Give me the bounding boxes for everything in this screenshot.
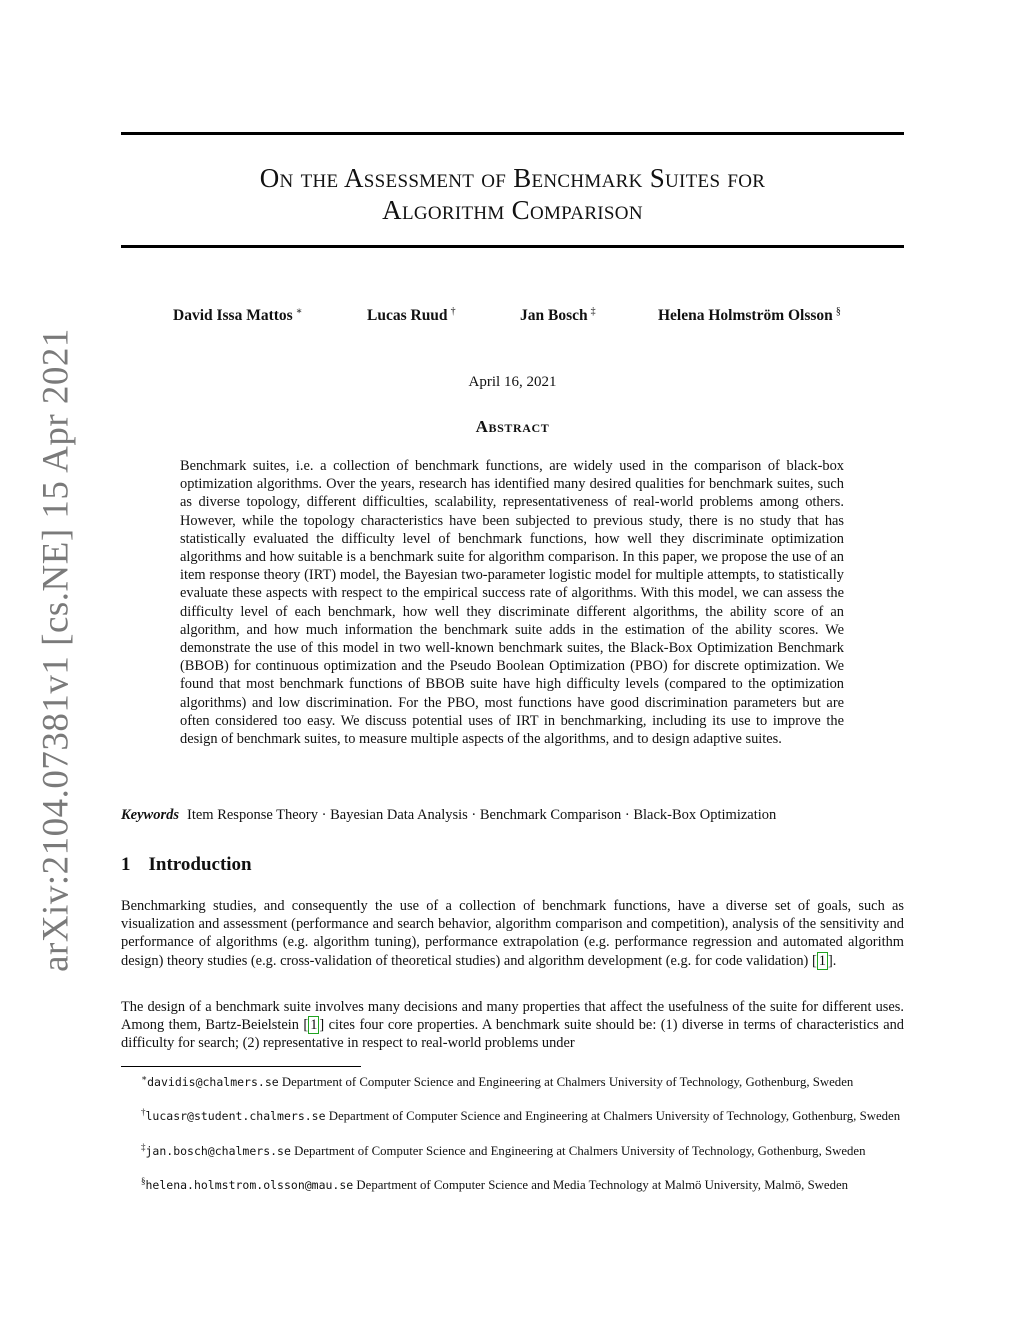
title-line-1: On the Assessment of Benchmark Suites for	[259, 163, 766, 193]
author-mark: ∗	[295, 306, 303, 317]
paragraph-text-end: ].	[827, 952, 837, 969]
citation-link[interactable]: 1	[310, 1017, 318, 1034]
title-line-2: Algorithm Comparison	[382, 195, 643, 225]
author-name: Helena Holmström Olsson	[658, 307, 833, 324]
footnote-email: davidis@chalmers.se	[147, 1075, 279, 1089]
author-3	[520, 306, 596, 325]
author-1	[173, 306, 303, 325]
footnote-email: jan.bosch@chalmers.se	[145, 1144, 291, 1158]
author-mark: †	[450, 306, 456, 317]
footnote-1	[121, 1070, 904, 1091]
footnote-4	[121, 1173, 904, 1194]
footnote-text: Department of Computer Science and Media Technology at Malmö University, Malmö, Sweden	[353, 1178, 849, 1192]
footnote-email: lucasr@student.chalmers.se	[145, 1109, 326, 1123]
footnote-mark: †	[141, 1107, 146, 1117]
paragraph-text-cont: ] cites four core properties. A benchmark suite should be: (1) diverse in terms of characteristics and difficulty for search; (2) representative in respect to real-world problems under	[121, 1017, 904, 1052]
footnote-mark: ∗	[141, 1073, 148, 1083]
intro-paragraph-1	[121, 897, 904, 970]
paragraph-text: Benchmarking studies, and consequently the use of a collection of benchmark functions, have a diverse set of goals, such as visualization and assessment (performance and search behavior, algorithm comparison and competition), analysis of the sensitivity and performance of algorithms (e.g. algorithm tuning), performance extrapolation (e.g. performance regression and automated algorithm design) theory studies (e.g. cross-validation of theoretical studies) and algorithm development (e.g. for code validation) [	[121, 898, 904, 969]
footnote-separator	[121, 1066, 361, 1067]
author-list	[121, 306, 904, 328]
footnote-3	[121, 1139, 904, 1160]
author-4	[658, 306, 841, 325]
keywords	[121, 807, 904, 824]
section-heading-introduction	[121, 854, 904, 876]
footnote-email: helena.holmstrom.olsson@mau.se	[145, 1178, 354, 1192]
section-number: 1	[121, 854, 131, 875]
section-title: Introduction	[148, 854, 252, 875]
footnote-mark: §	[141, 1176, 146, 1186]
author-mark: §	[835, 306, 841, 317]
keywords-text: Item Response Theory · Bayesian Data Analysis · Benchmark Comparison · Black-Box Optimization	[187, 807, 777, 823]
author-name: Lucas Ruud	[367, 307, 448, 324]
author-mark: ‡	[590, 306, 596, 317]
keywords-label: Keywords	[121, 807, 179, 823]
author-name: Jan Bosch	[520, 307, 588, 324]
footnote-2	[121, 1104, 904, 1125]
author-name: David Issa Mattos	[173, 307, 293, 324]
paragraph-text: The design of a benchmark suite involves many decisions and many properties that affect the usefulness of the suite for different uses. Among them, Bartz-Beielstein [	[121, 999, 904, 1034]
footnote-text: Department of Computer Science and Engineering at Chalmers University of Technology, Gothenburg, Sweden	[325, 1109, 901, 1123]
arxiv-identifier: arXiv:2104.07381v1 [cs.NE] 15 Apr 2021	[35, 328, 77, 972]
footnote-text: Department of Computer Science and Engineering at Chalmers University of Technology, Gothenburg, Sweden	[278, 1075, 854, 1089]
footnote-text: Department of Computer Science and Engineering at Chalmers University of Technology, Gothenburg, Sweden	[290, 1144, 866, 1158]
abstract-text: Benchmark suites, i.e. a collection of benchmark functions, are widely used in the comparison of black-box optimization algorithms. Over the years, research has identified many desired qualities for benchmark suites, such as diverse topology, different difficulties, scalability, representativeness of real-world problems among others. However, while the topology characteristics have been subjected to previous study, there is no study that has statistically evaluated the difficulty level of benchmark functions, how well they discriminate optimization algorithms and how suitable is a benchmark suite for algorithm comparison. In this paper, we propose the use of an item response theory (IRT) model, the Bayesian two-parameter logistic model for multiple attempts, to statistically evaluate these aspects with respect to the empirical success rate of algorithms. With this model, we can assess the difficulty level of each benchmark, how well they discriminate different algorithms, the ability score of an algorithm, and how much information the benchmark suite adds in the estimation of the ability scores. We demonstrate the use of this model in two well-known benchmark suites, the Black-Box Optimization Benchmark (BBOB) for continuous optimization and the Pseudo Boolean Optimization (PBO) for discrete optimization. We found that most benchmark functions of BBOB suite have high difficulty levels (compared to the optimization algorithms) and low discrimination. For the PBO, most functions have good discrimination parameters but are often considered too easy. We discuss potential uses of IRT in benchmarking, including its use to improve the design of benchmark suites, to measure multiple aspects of the algorithms, and to design adaptive suites.	[180, 458, 844, 748]
publication-date: April 16, 2021	[468, 374, 557, 390]
title-rule-bottom	[121, 245, 904, 248]
footnote-mark: ‡	[141, 1142, 146, 1152]
citation-link[interactable]: 1	[818, 952, 826, 969]
author-2	[367, 306, 456, 325]
title-rule-top	[121, 132, 904, 135]
abstract-heading: Abstract	[475, 417, 550, 436]
intro-paragraph-2	[121, 998, 904, 1053]
paper-title	[121, 162, 904, 226]
